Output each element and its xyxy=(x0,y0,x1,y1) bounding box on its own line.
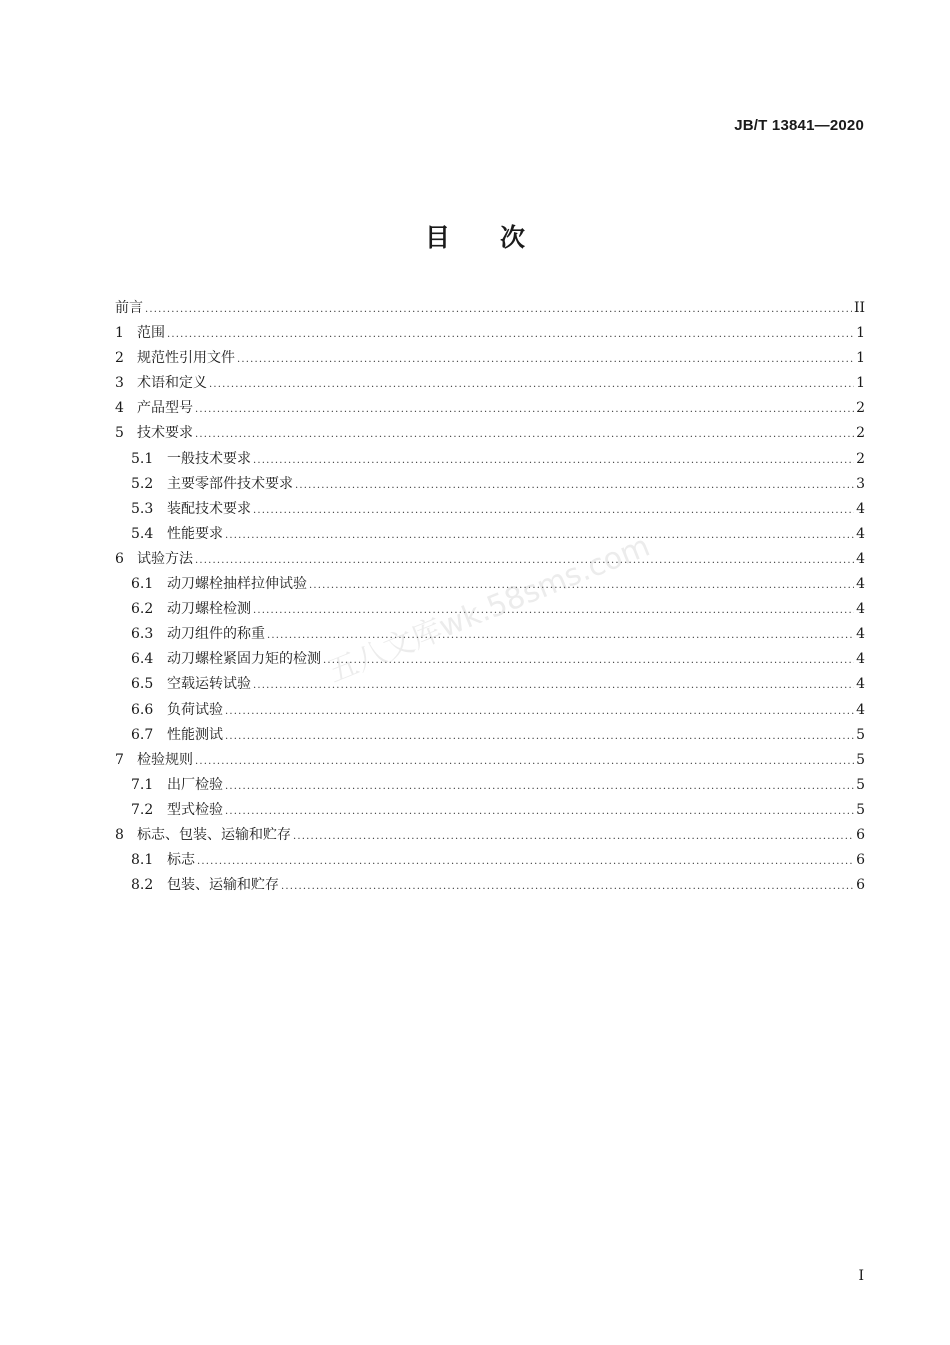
toc-leader-dots xyxy=(323,648,854,673)
toc-entry-number: 5.3 xyxy=(131,500,154,517)
toc-entry-number: 6 xyxy=(115,550,124,567)
toc-entry-title: 动刀螺栓检测 xyxy=(167,601,251,618)
toc-entry[interactable] xyxy=(115,597,865,622)
toc-entry-number: 7 xyxy=(115,751,124,768)
toc-entry-number: 6.5 xyxy=(131,676,154,693)
toc-entry-title: 前言 xyxy=(115,300,143,316)
toc-entry-page: 6 xyxy=(856,877,865,894)
toc-leader-dots xyxy=(309,573,854,598)
toc-entry-number: 5.1 xyxy=(131,450,154,467)
toc-leader-dots xyxy=(209,372,854,397)
toc-entry-title: 主要零部件技术要求 xyxy=(167,475,293,492)
toc-entry-title: 装配技术要求 xyxy=(167,500,251,517)
toc-entry-number: 4 xyxy=(115,400,124,417)
toc-leader-dots xyxy=(237,347,854,372)
toc-entry[interactable] xyxy=(115,848,865,873)
toc-entry-page: 4 xyxy=(856,676,865,693)
toc-entry[interactable] xyxy=(115,472,865,497)
toc-leader-dots xyxy=(195,397,854,422)
toc-entry-page: 5 xyxy=(856,751,865,768)
page-number: I xyxy=(858,1268,864,1284)
toc-entry-title: 标志 xyxy=(167,852,195,869)
toc-entry-page: 4 xyxy=(856,525,865,542)
toc-entry[interactable] xyxy=(115,622,865,647)
toc-entry-page: 6 xyxy=(856,852,865,869)
toc-entry-title: 动刀组件的称重 xyxy=(167,626,265,643)
toc-leader-dots xyxy=(281,874,854,899)
toc-entry-title: 产品型号 xyxy=(137,400,193,417)
toc-entry-page: 5 xyxy=(856,776,865,793)
toc-leader-dots xyxy=(253,448,854,473)
toc-leader-dots xyxy=(145,297,852,322)
toc-entry-number: 6.6 xyxy=(131,701,154,718)
toc-entry-page: 4 xyxy=(856,550,865,567)
toc-entry-title: 一般技术要求 xyxy=(167,450,251,467)
toc-leader-dots xyxy=(253,498,854,523)
toc-entry[interactable] xyxy=(115,497,865,522)
toc-entry-title: 性能测试 xyxy=(167,726,223,743)
toc-entry-page: 5 xyxy=(856,801,865,818)
toc-entry-page: 2 xyxy=(856,400,865,417)
toc-entry[interactable] xyxy=(115,798,865,823)
toc-entry-number: 5.2 xyxy=(131,475,154,492)
toc-entry[interactable] xyxy=(115,647,865,672)
toc-entry-title: 动刀螺栓紧固力矩的检测 xyxy=(167,651,321,668)
toc-entry-title: 包装、运输和贮存 xyxy=(167,877,279,894)
watermark: 五八文库wk.58sms.com xyxy=(322,528,655,690)
toc-entry-number: 5.4 xyxy=(131,525,154,542)
toc-entry-page: 5 xyxy=(856,726,865,743)
toc-entry-number: 6.7 xyxy=(131,726,154,743)
toc-entry-title: 技术要求 xyxy=(137,425,193,442)
toc-entry-page: 1 xyxy=(856,325,865,342)
toc-leader-dots xyxy=(253,598,854,623)
toc-entry-number: 7.2 xyxy=(131,801,154,818)
toc-entry[interactable] xyxy=(115,698,865,723)
toc-entry[interactable] xyxy=(115,421,865,446)
toc-entry[interactable] xyxy=(115,371,865,396)
toc-entry[interactable] xyxy=(115,823,865,848)
toc-entry-page: 4 xyxy=(856,651,865,668)
toc-entry-number: 1 xyxy=(115,325,124,342)
page-title xyxy=(0,218,950,254)
toc-entry-page: 4 xyxy=(856,500,865,517)
toc-leader-dots xyxy=(195,422,854,447)
toc-leader-dots xyxy=(293,824,854,849)
toc-entry-number: 5 xyxy=(115,425,124,442)
toc-entry[interactable] xyxy=(115,723,865,748)
toc-leader-dots xyxy=(167,322,854,347)
toc-entry-page: 4 xyxy=(856,576,865,593)
toc-entry-page: 1 xyxy=(856,350,865,367)
toc-entry[interactable] xyxy=(115,346,865,371)
toc-entry-page: 6 xyxy=(856,826,865,843)
toc-leader-dots xyxy=(225,523,854,548)
toc-entry-title: 型式检验 xyxy=(167,801,223,818)
toc-entry[interactable] xyxy=(115,522,865,547)
toc-entry-number: 8.1 xyxy=(131,852,154,869)
toc-entry-number: 2 xyxy=(115,350,124,367)
toc-entry-number: 8.2 xyxy=(131,877,154,894)
toc-entry[interactable] xyxy=(115,672,865,697)
toc-leader-dots xyxy=(295,473,854,498)
toc-entry-number: 6.3 xyxy=(131,626,154,643)
toc-entry-title: 检验规则 xyxy=(137,751,193,768)
toc-entry-title: 规范性引用文件 xyxy=(137,350,235,367)
toc-leader-dots xyxy=(225,699,854,724)
toc-entry[interactable] xyxy=(115,748,865,773)
toc-entry-number: 3 xyxy=(115,375,124,392)
toc-entry-title: 试验方法 xyxy=(137,550,193,567)
toc-entry-title: 标志、包装、运输和贮存 xyxy=(137,826,291,843)
toc-entry-page: 1 xyxy=(856,375,865,392)
toc-entry-title: 性能要求 xyxy=(167,525,223,542)
toc-entry-number: 6.2 xyxy=(131,601,154,618)
toc-entry-title: 动刀螺栓抽样拉伸试验 xyxy=(167,576,307,593)
toc-entry-title: 出厂检验 xyxy=(167,776,223,793)
toc-entry-number: 6.4 xyxy=(131,651,154,668)
table-of-contents xyxy=(115,296,865,898)
toc-entry-title: 负荷试验 xyxy=(167,701,223,718)
toc-leader-dots xyxy=(195,548,854,573)
toc-leader-dots xyxy=(253,673,854,698)
toc-entry[interactable] xyxy=(115,572,865,597)
title-char-2: 次 xyxy=(500,223,526,252)
toc-entry-page: 4 xyxy=(856,601,865,618)
toc-entry[interactable] xyxy=(115,873,865,898)
toc-entry-title: 空载运转试验 xyxy=(167,676,251,693)
toc-entry-page: 2 xyxy=(856,425,865,442)
title-char-1: 目 xyxy=(424,223,450,252)
toc-entry[interactable] xyxy=(115,396,865,421)
toc-entry-number: 7.1 xyxy=(131,776,154,793)
toc-entry-title: 术语和定义 xyxy=(137,375,207,392)
toc-entry-title: 范围 xyxy=(137,325,165,342)
toc-entry-page: 4 xyxy=(856,626,865,643)
toc-entry[interactable] xyxy=(115,296,865,321)
toc-leader-dots xyxy=(225,799,854,824)
toc-entry[interactable] xyxy=(115,773,865,798)
toc-entry[interactable] xyxy=(115,547,865,572)
toc-entry-number: 8 xyxy=(115,826,124,843)
toc-entry-number: 6.1 xyxy=(131,576,154,593)
toc-leader-dots xyxy=(267,623,854,648)
toc-entry[interactable] xyxy=(115,447,865,472)
toc-entry-page: 4 xyxy=(856,701,865,718)
toc-leader-dots xyxy=(225,724,854,749)
toc-leader-dots xyxy=(225,774,854,799)
toc-entry-page: II xyxy=(853,300,865,316)
standard-code: JB/T 13841—2020 xyxy=(734,117,864,134)
toc-leader-dots xyxy=(195,749,854,774)
toc-entry-page: 3 xyxy=(856,475,865,492)
toc-entry[interactable] xyxy=(115,321,865,346)
toc-entry-page: 2 xyxy=(856,450,865,467)
toc-leader-dots xyxy=(197,849,854,874)
